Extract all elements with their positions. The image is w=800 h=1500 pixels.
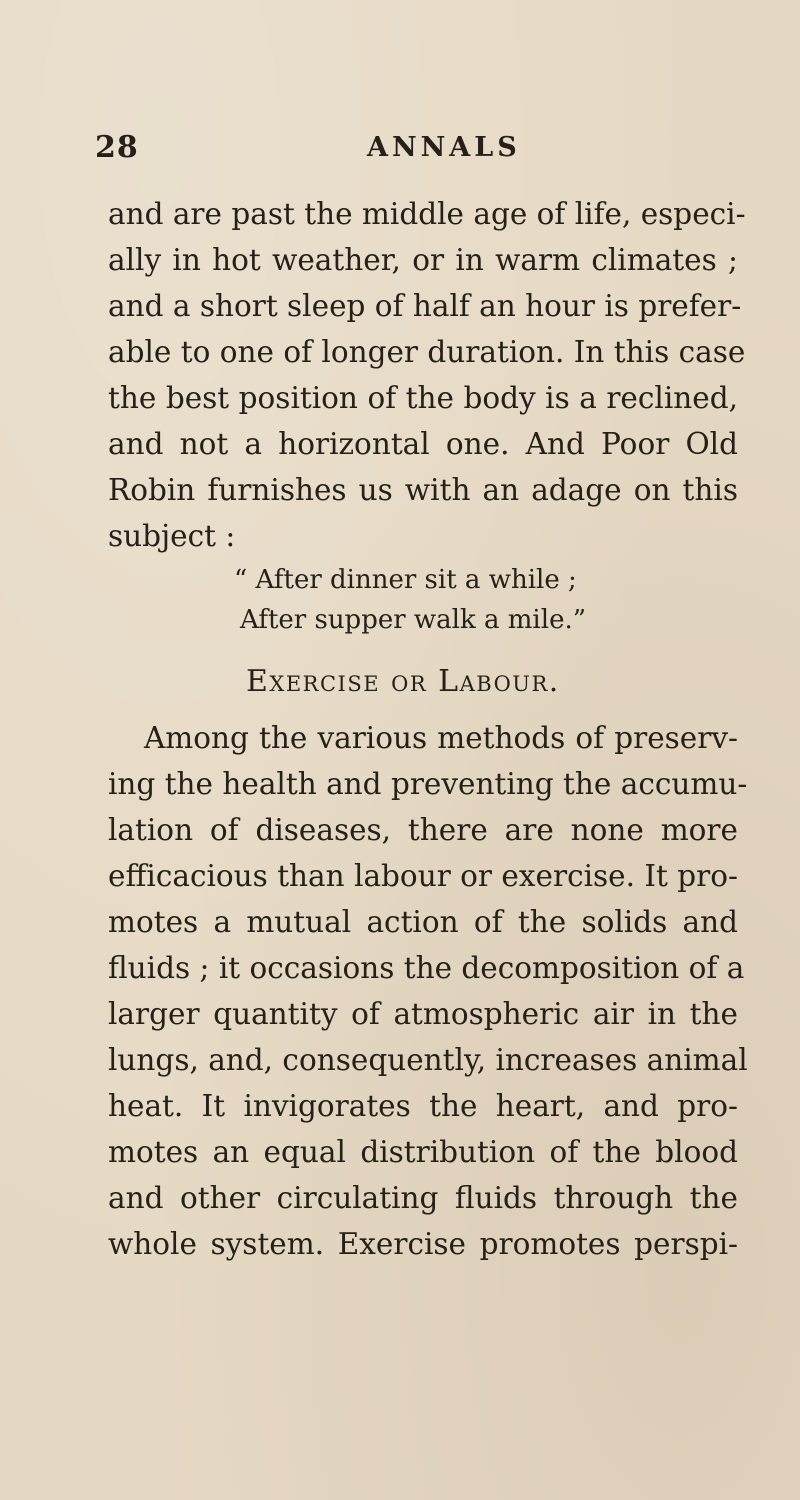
paragraph-1 — [108, 191, 746, 559]
paragraph-2 — [108, 715, 748, 1267]
verse-quotation — [234, 560, 587, 640]
verse-line: After supper walk a mile.” — [240, 605, 587, 635]
text-line: Robin furnishes us with an adage on this — [108, 473, 738, 507]
text-line: ally in hot weather, or in warm climates ; — [108, 243, 738, 277]
text-line: larger quantity of atmospheric air in the — [108, 997, 738, 1031]
text-line: subject : — [108, 519, 236, 553]
text-line: whole system. Exercise promotes perspi- — [108, 1227, 738, 1261]
text-line: ing the health and preventing the accumu- — [108, 767, 748, 801]
text-line: fluids ; it occasions the decomposition of a — [108, 951, 745, 985]
text-line: and other circulating fluids through the — [108, 1181, 738, 1215]
page-header — [95, 130, 735, 170]
section-heading: Exercise or Labour. — [246, 664, 560, 699]
text-line: heat. It invigorates the heart, and pro- — [108, 1089, 738, 1123]
text-line: able to one of longer duration. In this case — [108, 335, 746, 369]
text-line: efficacious than labour or exercise. It pro- — [108, 859, 738, 893]
verse-line: “ After dinner sit a while ; — [234, 565, 577, 595]
text-line: motes a mutual action of the solids and — [108, 905, 738, 939]
text-line: and are past the middle age of life, especi- — [108, 197, 746, 231]
text-line: Among the various methods of preserv- — [144, 721, 738, 755]
text-line: the best position of the body is a reclined, — [108, 381, 738, 415]
text-line: and a short sleep of half an hour is prefer- — [108, 289, 742, 323]
running-head: ANNALS — [367, 132, 521, 163]
text-line: lation of diseases, there are none more — [108, 813, 738, 847]
text-line: and not a horizontal one. And Poor Old — [108, 427, 738, 461]
text-line: lungs, and, consequently, increases animal — [108, 1043, 748, 1077]
text-line: motes an equal distribution of the blood — [108, 1135, 738, 1169]
page-number: 28 — [95, 130, 139, 165]
